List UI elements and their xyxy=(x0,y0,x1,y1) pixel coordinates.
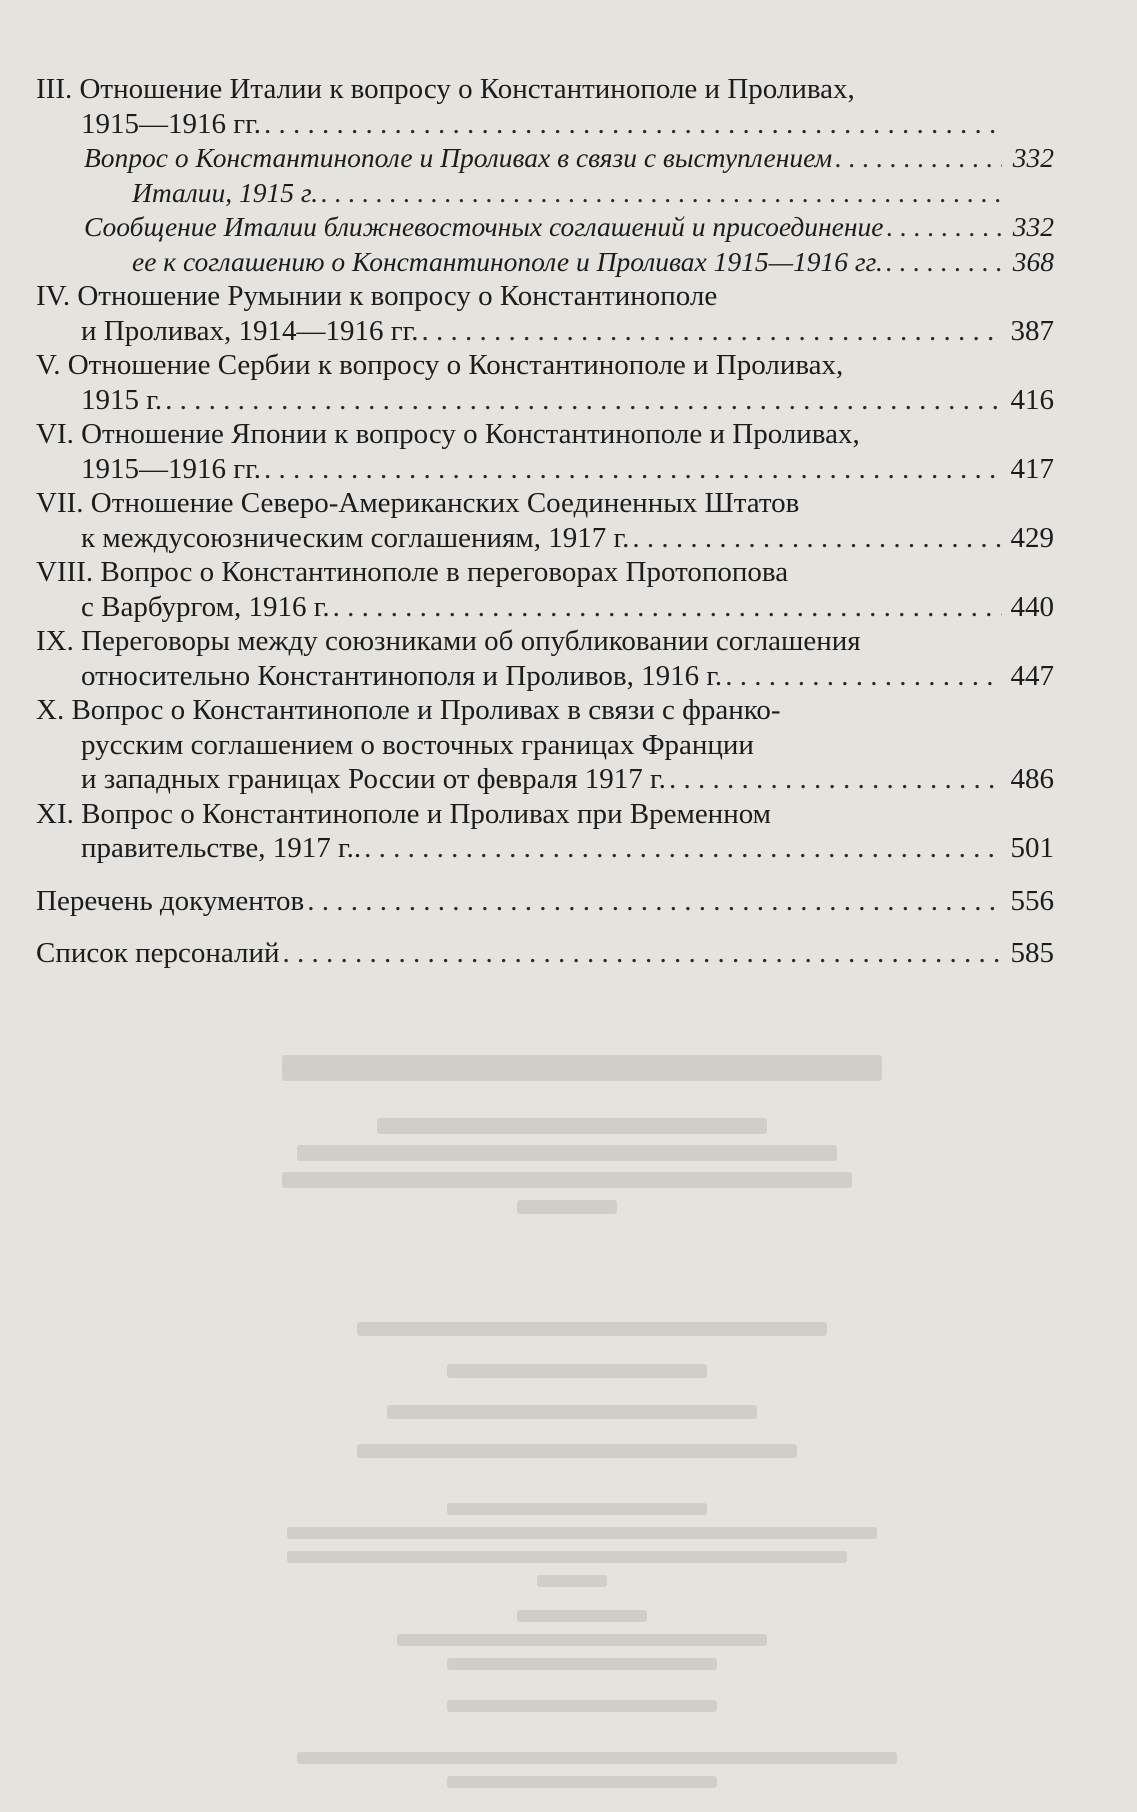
toc-line: к междусоюзническим соглашениям, 1917 г. xyxy=(81,521,630,554)
toc-line: VII. Отношение Северо-Американских Соединенных Штатов xyxy=(36,487,800,519)
toc-line: правительстве, 1917 г.. xyxy=(81,832,362,864)
toc-entry-persons-list xyxy=(36,936,1054,971)
page-number: 501 xyxy=(1010,832,1054,864)
toc-line: 1915 г. xyxy=(81,383,163,416)
toc-entry-vii xyxy=(36,486,1054,555)
leader-dots xyxy=(422,314,1002,349)
toc-line: X. Вопрос о Константинополе и Проливах в связи с франко- xyxy=(36,694,781,726)
toc-line: Вопрос о Константинополе и Проливах в связи с выступлением xyxy=(84,142,833,173)
leader-dots xyxy=(632,521,1002,556)
leader-dots xyxy=(886,245,1002,280)
toc-line: 1915—1916 гг. xyxy=(81,107,262,140)
toc-entry-x xyxy=(36,693,1054,797)
toc-line: и западных границах России от февраля 1917 г. xyxy=(81,763,666,795)
toc-line: IX. Переговоры между союзниками об опубликовании соглашения xyxy=(36,625,861,657)
toc-entry-iv xyxy=(36,279,1054,348)
toc-line: III. Отношение Италии к вопросу о Константинополе и Проливах, xyxy=(36,73,855,105)
toc-line: с Варбургом, 1916 г. xyxy=(81,590,330,623)
page-number: 416 xyxy=(1010,383,1054,416)
page-number: 417 xyxy=(1010,452,1054,485)
toc-entry-ix xyxy=(36,624,1054,693)
toc-line: V. Отношение Сербии к вопросу о Константинополе и Проливах, xyxy=(36,349,844,381)
leader-dots xyxy=(669,762,1002,797)
toc-line: 1915—1916 гг. xyxy=(81,452,262,485)
toc-entry-xi xyxy=(36,797,1054,866)
leader-dots xyxy=(321,176,1002,211)
leader-dots xyxy=(307,884,1002,919)
toc-entry-documents-list xyxy=(36,884,1054,919)
leader-dots xyxy=(264,107,1002,142)
toc-line: Италии, 1915 г. xyxy=(132,176,319,208)
leader-dots xyxy=(886,210,1002,245)
toc-line: Список персоналий xyxy=(36,937,280,969)
toc-line: Сообщение Италии ближневосточных соглашений и присоединение xyxy=(84,211,884,242)
toc-subentry xyxy=(36,245,1054,280)
toc-subentry xyxy=(36,141,1054,176)
toc-subentry xyxy=(36,210,1054,245)
page-number: 440 xyxy=(1010,590,1054,623)
toc-line: Перечень документов xyxy=(36,884,305,917)
leader-dots xyxy=(264,452,1002,487)
toc-subentry xyxy=(36,176,1054,211)
toc-entry-viii xyxy=(36,555,1054,624)
page-number: 585 xyxy=(1010,937,1054,969)
toc-entry-vi xyxy=(36,417,1054,486)
toc-line: VI. Отношение Японии к вопросу о Константинополе и Проливах, xyxy=(36,418,860,450)
page-number: 429 xyxy=(1010,521,1054,554)
page-number: 332 xyxy=(1012,211,1054,242)
page-number: 486 xyxy=(1010,763,1054,795)
page-number: 447 xyxy=(1010,659,1054,692)
page-number: 387 xyxy=(1010,314,1054,347)
leader-dots xyxy=(333,590,1002,625)
toc-line: XI. Вопрос о Константинополе и Проливах при Временном xyxy=(36,797,772,830)
page-number: 556 xyxy=(1010,884,1054,917)
page-number: 368 xyxy=(1012,245,1054,277)
toc-line: и Проливах, 1914—1916 гг. xyxy=(81,314,419,347)
leader-dots xyxy=(283,936,1002,971)
toc-line: русским соглашением о восточных границах Франции xyxy=(81,728,754,761)
toc-entry-iii xyxy=(36,72,1054,141)
leader-dots xyxy=(835,141,1002,176)
table-of-contents xyxy=(36,72,1054,971)
leader-dots xyxy=(165,383,1002,418)
toc-entry-v xyxy=(36,348,1054,417)
toc-line: относительно Константинополя и Проливов, 1916 г. xyxy=(81,659,723,692)
leader-dots xyxy=(364,831,1002,866)
toc-line: VIII. Вопрос о Константинополе в переговорах Протопопова xyxy=(36,556,789,588)
toc-line: ее к соглашению о Константинополе и Проливах 1915—1916 гг. xyxy=(132,245,883,277)
leader-dots xyxy=(725,659,1002,694)
page-number: 332 xyxy=(1012,142,1054,173)
toc-line: IV. Отношение Румынии к вопросу о Константинополе xyxy=(36,280,718,312)
